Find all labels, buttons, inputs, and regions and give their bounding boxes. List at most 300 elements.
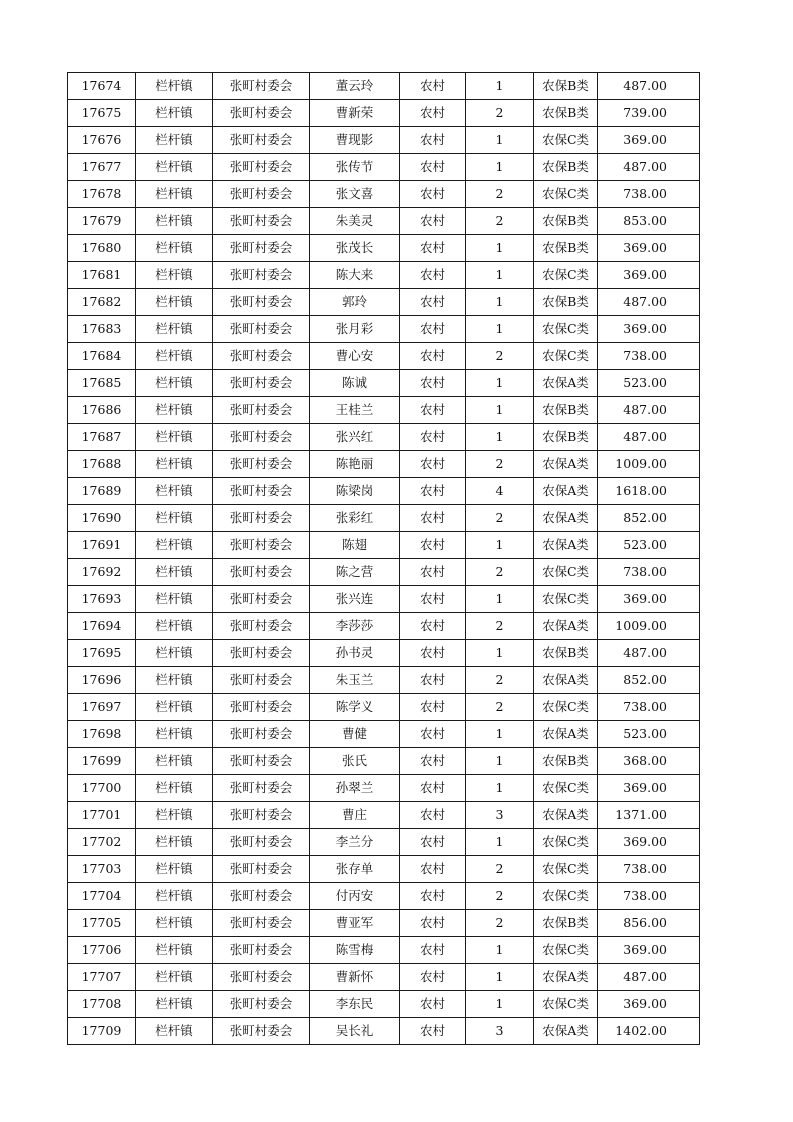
village-committee-cell: 张町村委会	[213, 964, 310, 991]
insurance-category-cell: 农保B类	[534, 748, 598, 775]
record-id-cell: 17691	[68, 532, 136, 559]
town-cell: 栏杆镇	[136, 208, 213, 235]
town-cell: 栏杆镇	[136, 451, 213, 478]
record-id-cell: 17694	[68, 613, 136, 640]
amount-cell: 852.00	[598, 667, 700, 694]
record-id-cell: 17697	[68, 694, 136, 721]
household-type-cell: 农村	[400, 721, 466, 748]
table-row	[68, 964, 700, 991]
member-count-cell: 1	[466, 316, 534, 343]
member-count-cell: 1	[466, 73, 534, 100]
name-cell: 李莎莎	[310, 613, 400, 640]
insurance-category-cell: 农保B类	[534, 640, 598, 667]
record-id-cell: 17677	[68, 154, 136, 181]
insurance-category-cell: 农保C类	[534, 316, 598, 343]
table-row	[68, 235, 700, 262]
record-id-cell: 17689	[68, 478, 136, 505]
insurance-category-cell: 农保A类	[534, 667, 598, 694]
name-cell: 李东民	[310, 991, 400, 1018]
member-count-cell: 1	[466, 586, 534, 613]
member-count-cell: 2	[466, 343, 534, 370]
member-count-cell: 1	[466, 829, 534, 856]
insurance-category-cell: 农保C类	[534, 343, 598, 370]
member-count-cell: 3	[466, 802, 534, 829]
record-id-cell: 17701	[68, 802, 136, 829]
village-committee-cell: 张町村委会	[213, 397, 310, 424]
household-type-cell: 农村	[400, 937, 466, 964]
name-cell: 曹新怀	[310, 964, 400, 991]
insurance-category-cell: 农保C类	[534, 775, 598, 802]
amount-cell: 739.00	[598, 100, 700, 127]
insurance-category-cell: 农保B类	[534, 289, 598, 316]
table-row	[68, 100, 700, 127]
amount-cell: 1371.00	[598, 802, 700, 829]
household-type-cell: 农村	[400, 802, 466, 829]
amount-cell: 1618.00	[598, 478, 700, 505]
name-cell: 付丙安	[310, 883, 400, 910]
village-committee-cell: 张町村委会	[213, 802, 310, 829]
record-id-cell: 17705	[68, 910, 136, 937]
record-id-cell: 17690	[68, 505, 136, 532]
table-row	[68, 127, 700, 154]
table-row	[68, 397, 700, 424]
village-committee-cell: 张町村委会	[213, 910, 310, 937]
record-id-cell: 17698	[68, 721, 136, 748]
amount-cell: 487.00	[598, 289, 700, 316]
name-cell: 陈诚	[310, 370, 400, 397]
name-cell: 张兴连	[310, 586, 400, 613]
name-cell: 张传节	[310, 154, 400, 181]
household-type-cell: 农村	[400, 154, 466, 181]
member-count-cell: 1	[466, 262, 534, 289]
household-type-cell: 农村	[400, 991, 466, 1018]
town-cell: 栏杆镇	[136, 73, 213, 100]
amount-cell: 369.00	[598, 127, 700, 154]
insurance-category-cell: 农保A类	[534, 370, 598, 397]
amount-cell: 738.00	[598, 181, 700, 208]
record-id-cell: 17702	[68, 829, 136, 856]
household-type-cell: 农村	[400, 181, 466, 208]
name-cell: 张彩红	[310, 505, 400, 532]
town-cell: 栏杆镇	[136, 964, 213, 991]
record-id-cell: 17682	[68, 289, 136, 316]
name-cell: 吴长礼	[310, 1018, 400, 1045]
record-id-cell: 17681	[68, 262, 136, 289]
household-type-cell: 农村	[400, 964, 466, 991]
name-cell: 王桂兰	[310, 397, 400, 424]
village-committee-cell: 张町村委会	[213, 532, 310, 559]
name-cell: 陈艳丽	[310, 451, 400, 478]
name-cell: 李兰分	[310, 829, 400, 856]
table-row	[68, 478, 700, 505]
amount-cell: 523.00	[598, 370, 700, 397]
name-cell: 曹亚军	[310, 910, 400, 937]
town-cell: 栏杆镇	[136, 316, 213, 343]
town-cell: 栏杆镇	[136, 370, 213, 397]
amount-cell: 369.00	[598, 316, 700, 343]
town-cell: 栏杆镇	[136, 235, 213, 262]
record-id-cell: 17676	[68, 127, 136, 154]
member-count-cell: 1	[466, 289, 534, 316]
insurance-category-cell: 农保A类	[534, 532, 598, 559]
village-committee-cell: 张町村委会	[213, 370, 310, 397]
town-cell: 栏杆镇	[136, 343, 213, 370]
village-committee-cell: 张町村委会	[213, 883, 310, 910]
town-cell: 栏杆镇	[136, 640, 213, 667]
town-cell: 栏杆镇	[136, 883, 213, 910]
record-id-cell: 17680	[68, 235, 136, 262]
member-count-cell: 3	[466, 1018, 534, 1045]
table-row	[68, 856, 700, 883]
town-cell: 栏杆镇	[136, 397, 213, 424]
table-row	[68, 424, 700, 451]
village-committee-cell: 张町村委会	[213, 127, 310, 154]
household-type-cell: 农村	[400, 262, 466, 289]
table-row	[68, 73, 700, 100]
roster-table-body	[68, 73, 700, 1045]
name-cell: 陈学义	[310, 694, 400, 721]
town-cell: 栏杆镇	[136, 802, 213, 829]
town-cell: 栏杆镇	[136, 100, 213, 127]
member-count-cell: 1	[466, 775, 534, 802]
village-committee-cell: 张町村委会	[213, 316, 310, 343]
name-cell: 郭玲	[310, 289, 400, 316]
table-row	[68, 505, 700, 532]
table-row	[68, 613, 700, 640]
member-count-cell: 1	[466, 424, 534, 451]
household-type-cell: 农村	[400, 586, 466, 613]
amount-cell: 738.00	[598, 694, 700, 721]
member-count-cell: 1	[466, 991, 534, 1018]
table-row	[68, 343, 700, 370]
record-id-cell: 17675	[68, 100, 136, 127]
amount-cell: 369.00	[598, 262, 700, 289]
village-committee-cell: 张町村委会	[213, 262, 310, 289]
household-type-cell: 农村	[400, 100, 466, 127]
town-cell: 栏杆镇	[136, 532, 213, 559]
insurance-category-cell: 农保A类	[534, 802, 598, 829]
name-cell: 孙书灵	[310, 640, 400, 667]
amount-cell: 369.00	[598, 937, 700, 964]
amount-cell: 523.00	[598, 721, 700, 748]
member-count-cell: 2	[466, 613, 534, 640]
record-id-cell: 17674	[68, 73, 136, 100]
table-row	[68, 829, 700, 856]
amount-cell: 369.00	[598, 235, 700, 262]
record-id-cell: 17692	[68, 559, 136, 586]
amount-cell: 368.00	[598, 748, 700, 775]
name-cell: 张文喜	[310, 181, 400, 208]
member-count-cell: 2	[466, 694, 534, 721]
village-committee-cell: 张町村委会	[213, 640, 310, 667]
name-cell: 曹心安	[310, 343, 400, 370]
town-cell: 栏杆镇	[136, 505, 213, 532]
village-committee-cell: 张町村委会	[213, 235, 310, 262]
record-id-cell: 17704	[68, 883, 136, 910]
name-cell: 张月彩	[310, 316, 400, 343]
name-cell: 朱美灵	[310, 208, 400, 235]
name-cell: 张兴红	[310, 424, 400, 451]
household-type-cell: 农村	[400, 640, 466, 667]
name-cell: 张茂长	[310, 235, 400, 262]
table-row	[68, 1018, 700, 1045]
table-row	[68, 775, 700, 802]
name-cell: 张氏	[310, 748, 400, 775]
insurance-category-cell: 农保C类	[534, 181, 598, 208]
member-count-cell: 1	[466, 640, 534, 667]
table-row	[68, 262, 700, 289]
insurance-category-cell: 农保B类	[534, 73, 598, 100]
amount-cell: 369.00	[598, 586, 700, 613]
town-cell: 栏杆镇	[136, 181, 213, 208]
household-type-cell: 农村	[400, 910, 466, 937]
table-row	[68, 883, 700, 910]
member-count-cell: 1	[466, 721, 534, 748]
name-cell: 陈之营	[310, 559, 400, 586]
name-cell: 张存单	[310, 856, 400, 883]
insurance-category-cell: 农保B类	[534, 910, 598, 937]
insurance-category-cell: 农保B类	[534, 208, 598, 235]
town-cell: 栏杆镇	[136, 748, 213, 775]
amount-cell: 487.00	[598, 154, 700, 181]
member-count-cell: 2	[466, 181, 534, 208]
insurance-category-cell: 农保A类	[534, 505, 598, 532]
household-type-cell: 农村	[400, 127, 466, 154]
town-cell: 栏杆镇	[136, 910, 213, 937]
record-id-cell: 17693	[68, 586, 136, 613]
member-count-cell: 2	[466, 100, 534, 127]
member-count-cell: 2	[466, 856, 534, 883]
table-row	[68, 289, 700, 316]
member-count-cell: 1	[466, 235, 534, 262]
insurance-category-cell: 农保C类	[534, 127, 598, 154]
table-row	[68, 640, 700, 667]
household-type-cell: 农村	[400, 208, 466, 235]
record-id-cell: 17679	[68, 208, 136, 235]
insurance-category-cell: 农保C类	[534, 856, 598, 883]
member-count-cell: 1	[466, 127, 534, 154]
village-committee-cell: 张町村委会	[213, 937, 310, 964]
household-type-cell: 农村	[400, 748, 466, 775]
name-cell: 朱玉兰	[310, 667, 400, 694]
village-committee-cell: 张町村委会	[213, 856, 310, 883]
member-count-cell: 2	[466, 208, 534, 235]
household-type-cell: 农村	[400, 856, 466, 883]
record-id-cell: 17686	[68, 397, 136, 424]
village-committee-cell: 张町村委会	[213, 829, 310, 856]
town-cell: 栏杆镇	[136, 154, 213, 181]
village-committee-cell: 张町村委会	[213, 559, 310, 586]
name-cell: 陈梁岗	[310, 478, 400, 505]
table-row	[68, 208, 700, 235]
village-committee-cell: 张町村委会	[213, 100, 310, 127]
insurance-category-cell: 农保C类	[534, 883, 598, 910]
table-row	[68, 532, 700, 559]
town-cell: 栏杆镇	[136, 775, 213, 802]
insurance-category-cell: 农保B类	[534, 397, 598, 424]
amount-cell: 369.00	[598, 775, 700, 802]
table-row	[68, 910, 700, 937]
village-committee-cell: 张町村委会	[213, 154, 310, 181]
name-cell: 陈翅	[310, 532, 400, 559]
insurance-category-cell: 农保B类	[534, 100, 598, 127]
record-id-cell: 17687	[68, 424, 136, 451]
insurance-category-cell: 农保C类	[534, 991, 598, 1018]
town-cell: 栏杆镇	[136, 613, 213, 640]
amount-cell: 738.00	[598, 343, 700, 370]
household-type-cell: 农村	[400, 505, 466, 532]
record-id-cell: 17688	[68, 451, 136, 478]
record-id-cell: 17703	[68, 856, 136, 883]
table-row	[68, 991, 700, 1018]
household-type-cell: 农村	[400, 289, 466, 316]
name-cell: 陈大来	[310, 262, 400, 289]
member-count-cell: 2	[466, 667, 534, 694]
village-committee-cell: 张町村委会	[213, 343, 310, 370]
insurance-category-cell: 农保C类	[534, 586, 598, 613]
record-id-cell: 17699	[68, 748, 136, 775]
table-row	[68, 694, 700, 721]
amount-cell: 523.00	[598, 532, 700, 559]
table-row	[68, 154, 700, 181]
member-count-cell: 2	[466, 910, 534, 937]
insurance-category-cell: 农保C类	[534, 694, 598, 721]
amount-cell: 487.00	[598, 73, 700, 100]
household-type-cell: 农村	[400, 775, 466, 802]
town-cell: 栏杆镇	[136, 289, 213, 316]
amount-cell: 852.00	[598, 505, 700, 532]
household-type-cell: 农村	[400, 694, 466, 721]
member-count-cell: 1	[466, 748, 534, 775]
member-count-cell: 2	[466, 451, 534, 478]
table-row	[68, 748, 700, 775]
name-cell: 曹新荣	[310, 100, 400, 127]
insurance-category-cell: 农保A类	[534, 451, 598, 478]
amount-cell: 369.00	[598, 829, 700, 856]
table-row	[68, 181, 700, 208]
table-row	[68, 667, 700, 694]
table-row	[68, 586, 700, 613]
town-cell: 栏杆镇	[136, 559, 213, 586]
table-row	[68, 316, 700, 343]
village-committee-cell: 张町村委会	[213, 991, 310, 1018]
village-committee-cell: 张町村委会	[213, 775, 310, 802]
town-cell: 栏杆镇	[136, 856, 213, 883]
village-committee-cell: 张町村委会	[213, 451, 310, 478]
town-cell: 栏杆镇	[136, 127, 213, 154]
household-type-cell: 农村	[400, 532, 466, 559]
member-count-cell: 2	[466, 505, 534, 532]
member-count-cell: 1	[466, 937, 534, 964]
name-cell: 孙翠兰	[310, 775, 400, 802]
village-committee-cell: 张町村委会	[213, 748, 310, 775]
insurance-category-cell: 农保C类	[534, 937, 598, 964]
village-committee-cell: 张町村委会	[213, 505, 310, 532]
household-type-cell: 农村	[400, 559, 466, 586]
household-type-cell: 农村	[400, 316, 466, 343]
insurance-category-cell: 农保C类	[534, 262, 598, 289]
amount-cell: 1402.00	[598, 1018, 700, 1045]
record-id-cell: 17709	[68, 1018, 136, 1045]
household-type-cell: 农村	[400, 478, 466, 505]
town-cell: 栏杆镇	[136, 829, 213, 856]
household-type-cell: 农村	[400, 73, 466, 100]
insurance-category-cell: 农保B类	[534, 424, 598, 451]
member-count-cell: 1	[466, 154, 534, 181]
member-count-cell: 1	[466, 397, 534, 424]
village-committee-cell: 张町村委会	[213, 721, 310, 748]
amount-cell: 369.00	[598, 991, 700, 1018]
household-type-cell: 农村	[400, 829, 466, 856]
household-type-cell: 农村	[400, 667, 466, 694]
village-committee-cell: 张町村委会	[213, 694, 310, 721]
table-row	[68, 937, 700, 964]
household-type-cell: 农村	[400, 613, 466, 640]
village-committee-cell: 张町村委会	[213, 613, 310, 640]
town-cell: 栏杆镇	[136, 721, 213, 748]
household-type-cell: 农村	[400, 397, 466, 424]
amount-cell: 487.00	[598, 640, 700, 667]
town-cell: 栏杆镇	[136, 694, 213, 721]
town-cell: 栏杆镇	[136, 1018, 213, 1045]
town-cell: 栏杆镇	[136, 667, 213, 694]
amount-cell: 487.00	[598, 397, 700, 424]
town-cell: 栏杆镇	[136, 478, 213, 505]
amount-cell: 1009.00	[598, 613, 700, 640]
member-count-cell: 1	[466, 370, 534, 397]
amount-cell: 1009.00	[598, 451, 700, 478]
amount-cell: 738.00	[598, 856, 700, 883]
insurance-category-cell: 农保A类	[534, 721, 598, 748]
household-type-cell: 农村	[400, 424, 466, 451]
insurance-category-cell: 农保C类	[534, 559, 598, 586]
table-row	[68, 721, 700, 748]
name-cell: 陈雪梅	[310, 937, 400, 964]
village-committee-cell: 张町村委会	[213, 1018, 310, 1045]
insurance-category-cell: 农保B类	[534, 154, 598, 181]
amount-cell: 856.00	[598, 910, 700, 937]
member-count-cell: 1	[466, 964, 534, 991]
household-type-cell: 农村	[400, 451, 466, 478]
member-count-cell: 1	[466, 532, 534, 559]
record-id-cell: 17700	[68, 775, 136, 802]
record-id-cell: 17706	[68, 937, 136, 964]
town-cell: 栏杆镇	[136, 424, 213, 451]
village-committee-cell: 张町村委会	[213, 586, 310, 613]
household-type-cell: 农村	[400, 343, 466, 370]
household-type-cell: 农村	[400, 370, 466, 397]
table-row	[68, 370, 700, 397]
table-row	[68, 559, 700, 586]
insurance-category-cell: 农保A类	[534, 1018, 598, 1045]
roster-sheet	[67, 72, 699, 1045]
amount-cell: 853.00	[598, 208, 700, 235]
insurance-category-cell: 农保C类	[534, 829, 598, 856]
town-cell: 栏杆镇	[136, 586, 213, 613]
household-type-cell: 农村	[400, 883, 466, 910]
member-count-cell: 4	[466, 478, 534, 505]
member-count-cell: 2	[466, 559, 534, 586]
village-committee-cell: 张町村委会	[213, 73, 310, 100]
amount-cell: 738.00	[598, 559, 700, 586]
name-cell: 曹庄	[310, 802, 400, 829]
record-id-cell: 17683	[68, 316, 136, 343]
record-id-cell: 17684	[68, 343, 136, 370]
record-id-cell: 17685	[68, 370, 136, 397]
table-row	[68, 451, 700, 478]
village-committee-cell: 张町村委会	[213, 208, 310, 235]
roster-table	[67, 72, 700, 1045]
